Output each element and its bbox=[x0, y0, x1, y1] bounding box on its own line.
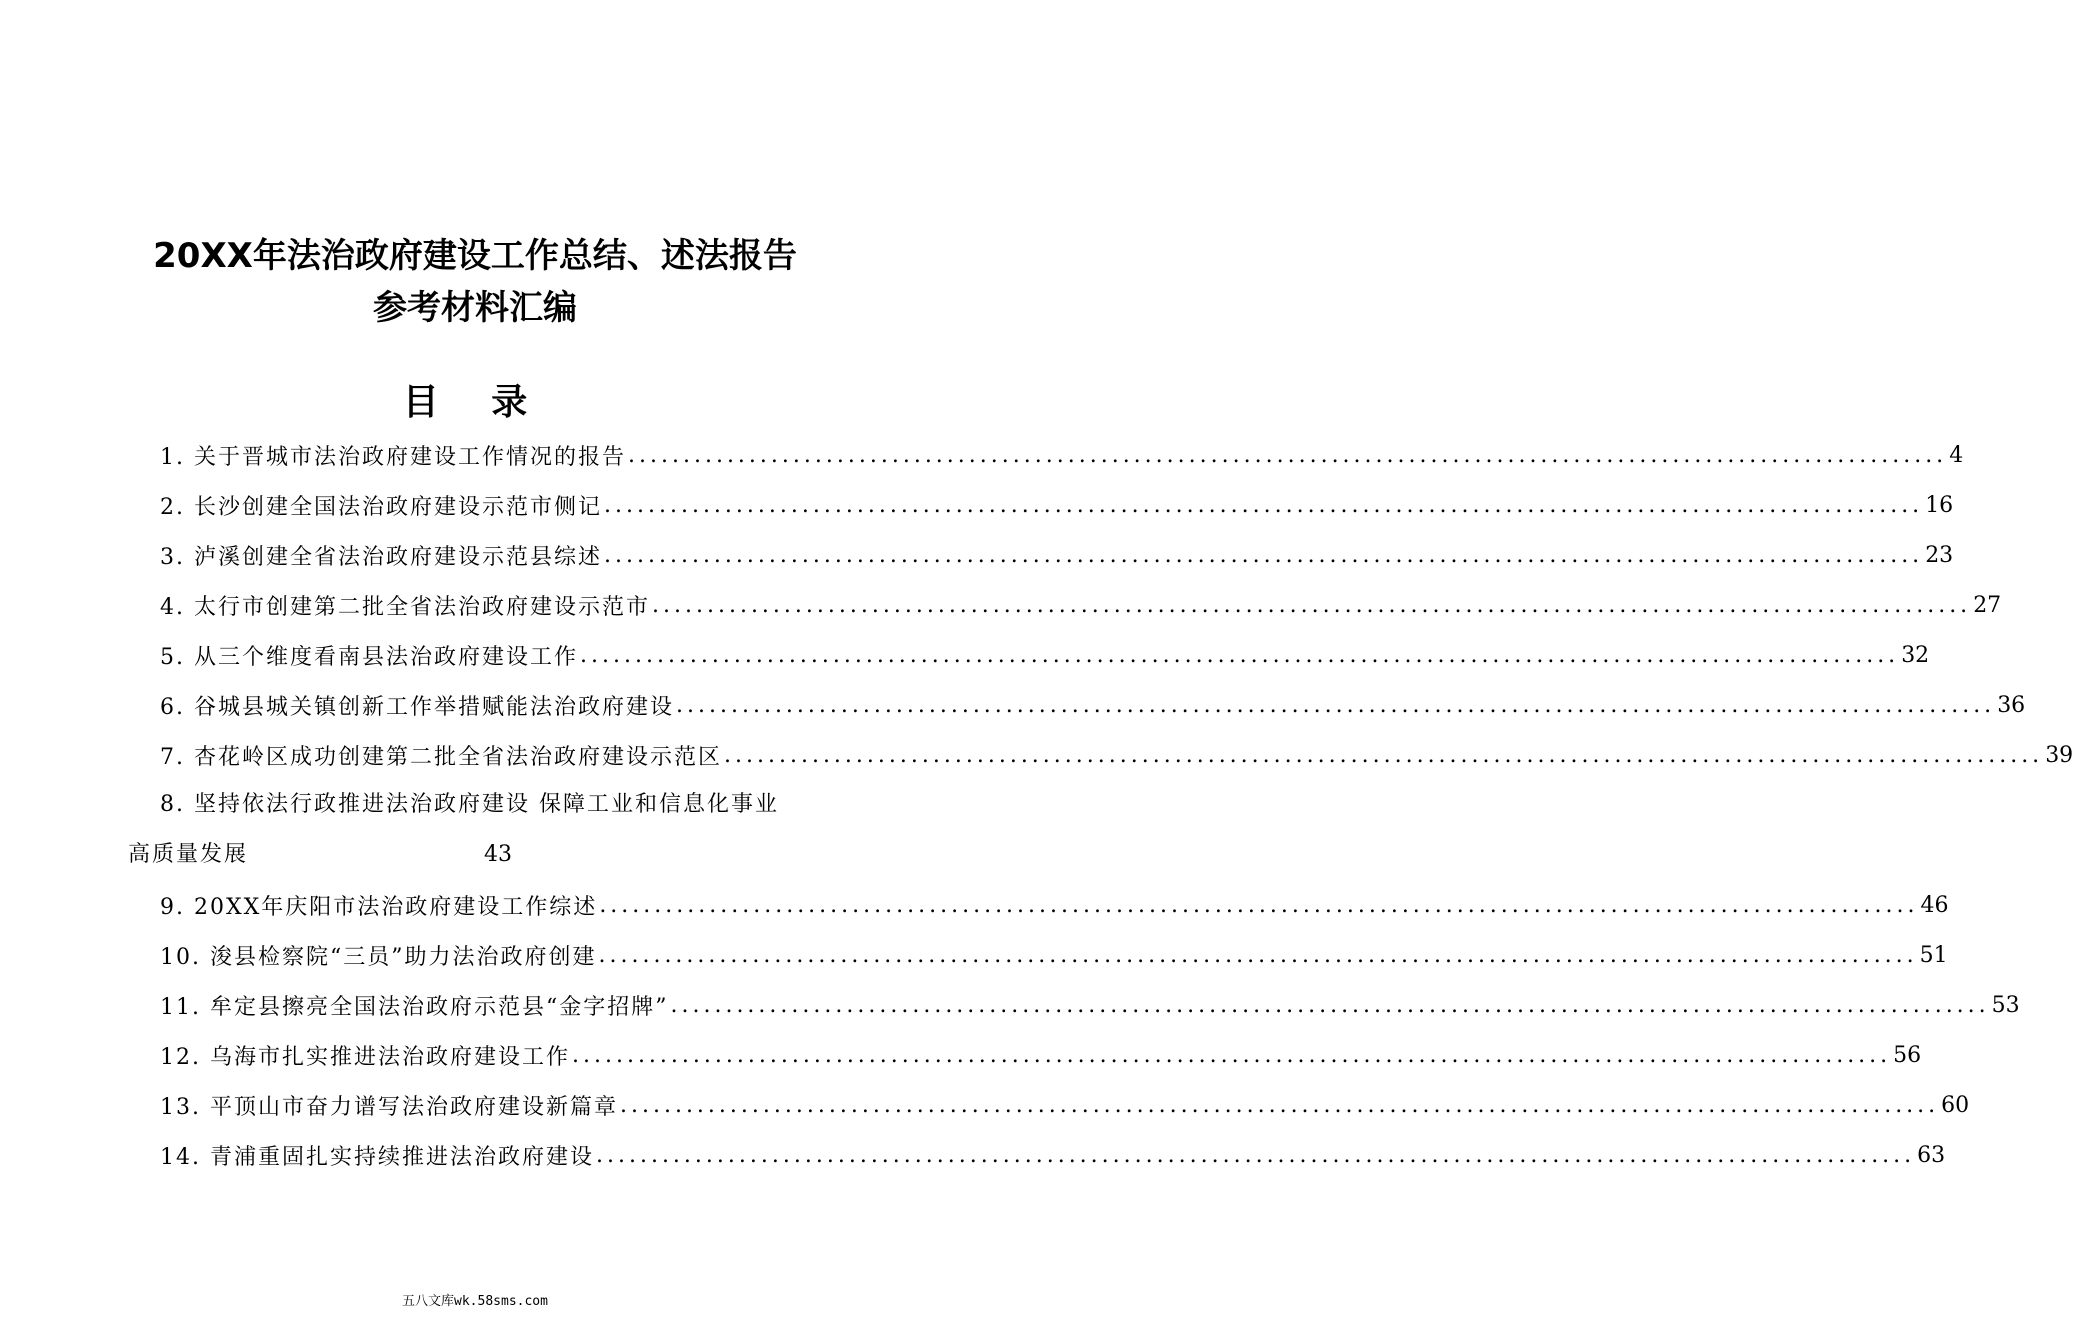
toc-leader-dots: ........................................................................................................................ bbox=[628, 442, 1948, 468]
toc-item bbox=[160, 880, 1949, 930]
toc-item-title: 11. 牟定县擦亮全国法治政府示范县“金字招牌” bbox=[160, 994, 669, 1020]
toc-item-title: 8. 坚持依法行政推进法治政府建设 保障工业和信息化事业 bbox=[160, 792, 779, 817]
toc-item-title: 14. 青浦重固扎实持续推进法治政府建设 bbox=[160, 1144, 594, 1170]
toc-item-title: 2. 长沙创建全国法治政府建设示范市侧记 bbox=[160, 494, 602, 520]
footer-watermark: 五八文库wk.58sms.com bbox=[402, 1294, 548, 1309]
toc-item bbox=[160, 930, 1948, 980]
toc-item-page: 32 bbox=[1901, 642, 1930, 668]
toc-leader-dots: ........................................................................................................................ bbox=[652, 592, 1972, 618]
toc-item-title: 4. 太行市创建第二批全省法治政府建设示范市 bbox=[160, 594, 650, 620]
toc-leader-dots: ........................................................................................................................ bbox=[724, 742, 2044, 768]
toc-heading: 目 录 bbox=[402, 382, 548, 423]
toc-item-page: 63 bbox=[1917, 1142, 1946, 1168]
toc-leader-dots: ........................................................................................................................ bbox=[676, 692, 1996, 718]
toc-item bbox=[160, 480, 1954, 530]
title-line-2: 参考材料汇编 bbox=[373, 288, 577, 328]
toc-item-title: 6. 谷城县城关镇创新工作举措赋能法治政府建设 bbox=[160, 694, 674, 720]
toc-item bbox=[160, 1080, 1970, 1130]
title-line-1: 20XX年法治政府建设工作总结、述法报告 bbox=[153, 236, 797, 276]
toc-leader-dots: ........................................................................................................................ bbox=[619, 1092, 1940, 1118]
toc-item bbox=[160, 980, 2020, 1030]
toc-item-page: 60 bbox=[1941, 1092, 1970, 1118]
toc-item bbox=[160, 1030, 1922, 1080]
toc-item-title-continued: 高质量发展 bbox=[128, 842, 249, 867]
toc-item bbox=[160, 630, 1930, 680]
toc-item-page: 27 bbox=[1973, 592, 2002, 618]
toc-leader-dots: ........................................................................................................................ bbox=[571, 1042, 1892, 1068]
toc-leader-dots: ........................................................................................................................ bbox=[595, 1142, 1916, 1168]
toc-item-title: 10. 浚县检察院“三员”助力法治政府创建 bbox=[160, 944, 597, 970]
toc-leader-dots: ........................................................................................................................ bbox=[598, 942, 1918, 968]
toc-leader-dots: ........................................................................................................................ bbox=[604, 542, 1924, 568]
toc-leader-dots: ........................................................................................................................ bbox=[604, 492, 1924, 518]
toc-item-page: 39 bbox=[2045, 742, 2073, 768]
toc-item bbox=[160, 730, 2073, 780]
toc-leader-dots: ........................................................................................................................ bbox=[599, 892, 1919, 918]
toc-item-page: 43 bbox=[484, 842, 512, 867]
toc-item-page: 16 bbox=[1925, 492, 1954, 518]
toc-item-title: 13. 平顶山市奋力谱写法治政府建设新篇章 bbox=[160, 1094, 618, 1120]
toc-item-page: 36 bbox=[1997, 692, 2026, 718]
toc-item-title: 9. 20XX年庆阳市法治政府建设工作综述 bbox=[160, 894, 598, 920]
toc-leader-dots: ........................................................................................................................ bbox=[580, 642, 1900, 668]
toc-item-title: 7. 杏花岭区成功创建第二批全省法治政府建设示范区 bbox=[160, 744, 722, 770]
document-title bbox=[0, 230, 950, 334]
toc-item bbox=[160, 530, 1954, 580]
toc-item bbox=[160, 580, 2002, 630]
toc-item-title: 12. 乌海市扎实推进法治政府建设工作 bbox=[160, 1044, 570, 1070]
toc-item-page: 23 bbox=[1925, 542, 1954, 568]
toc-item-page: 51 bbox=[1919, 942, 1948, 968]
toc-item-title: 3. 泸溪创建全省法治政府建设示范县综述 bbox=[160, 544, 602, 570]
toc-item-page: 4 bbox=[1949, 442, 1964, 468]
toc-item-page: 46 bbox=[1920, 892, 1949, 918]
toc-item-page: 53 bbox=[1991, 992, 2020, 1018]
toc-item-page: 56 bbox=[1893, 1042, 1922, 1068]
toc-item bbox=[160, 680, 2026, 730]
toc-item bbox=[160, 430, 1964, 480]
toc-leader-dots: ........................................................................................................................ bbox=[670, 992, 1990, 1018]
toc-item bbox=[160, 1130, 1946, 1180]
toc-item-title: 1. 关于晋城市法治政府建设工作情况的报告 bbox=[160, 444, 626, 470]
toc-item-title: 5. 从三个维度看南县法治政府建设工作 bbox=[160, 644, 578, 670]
